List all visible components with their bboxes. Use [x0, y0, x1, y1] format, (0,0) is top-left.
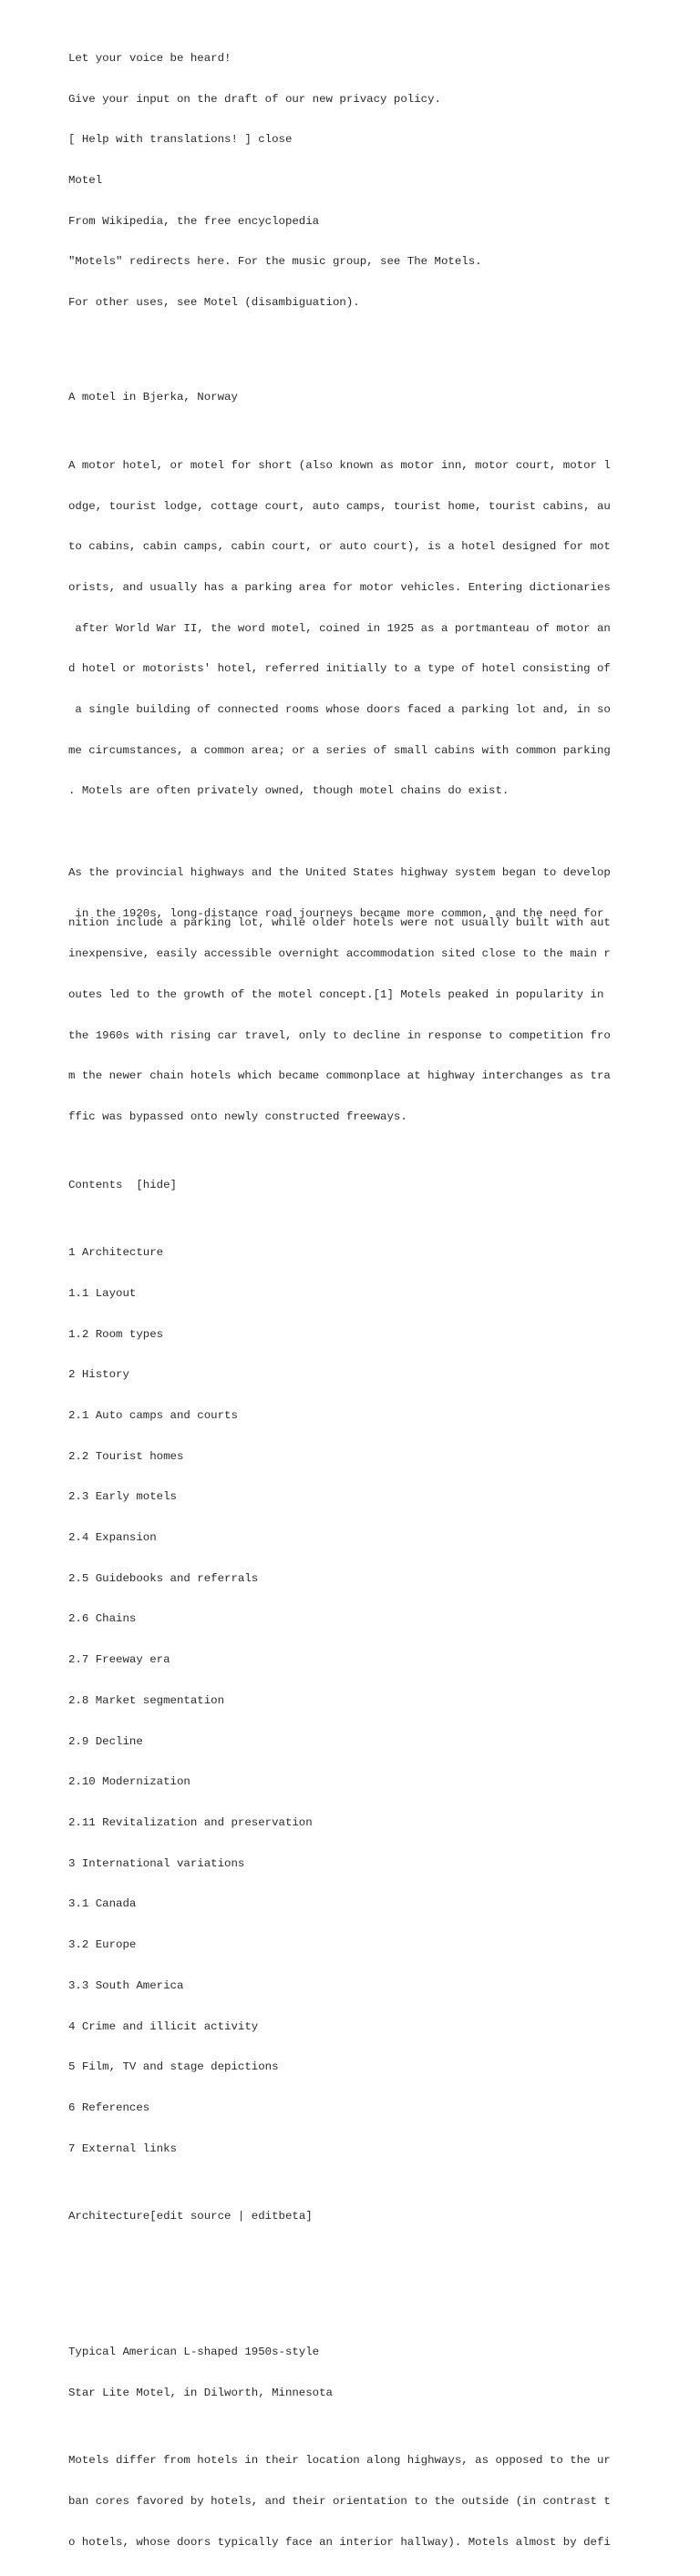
toc-item[interactable]: 2.1 Auto camps and courts	[68, 1408, 238, 1422]
page-title: Motel	[68, 173, 103, 187]
architecture-caption-line-2: Star Lite Motel, in Dilworth, Minnesota	[68, 2386, 333, 2399]
article-source: From Wikipedia, the free encyclopedia	[68, 214, 320, 228]
redirect-note[interactable]: "Motels" redirects here. For the music group, see The Motels.	[68, 255, 482, 269]
architecture-line: Motels differ from hotels in their location along highways, as opposed to the ur	[68, 2454, 611, 2468]
edit-source-links[interactable]: [edit source | editbeta]	[149, 2210, 313, 2223]
architecture-continued-line: nition include a parking lot, while older hotels were not usually built with aut	[68, 916, 611, 929]
intro-line: to cabins, cabin camps, cabin court, or auto court), is a hotel designed for mot	[68, 540, 611, 554]
toc-item[interactable]: 2.8 Market segmentation	[68, 1693, 225, 1707]
intro-line: A motor hotel, or motel for short (also known as motor inn, motor court, motor l	[68, 458, 611, 472]
intro-line: after World War II, the word motel, coined in 1925 as a portmanteau of motor an	[68, 621, 611, 635]
toc-item[interactable]: 6 References	[68, 2101, 150, 2114]
image-placeholder	[68, 337, 688, 364]
history-line: As the provincial highways and the United States highway system began to develop	[68, 865, 611, 879]
history-intro-paragraph	[68, 853, 688, 1150]
architecture-line: o hotels, whose doors typically face an interior hallway). Motels almost by defi	[68, 2535, 611, 2549]
intro-paragraph	[68, 445, 688, 824]
toc-item[interactable]: 2 History	[68, 1368, 129, 1382]
toc-item[interactable]: 2.4 Expansion	[68, 1531, 157, 1545]
toc-item[interactable]: 2.10 Modernization	[68, 1775, 190, 1789]
toc-item[interactable]: 3.2 Europe	[68, 1938, 137, 1952]
history-line: m the newer chain hotels which became commonplace at highway interchanges as tra	[68, 1069, 611, 1083]
toc-item[interactable]: 2.5 Guidebooks and referrals	[68, 1571, 259, 1585]
toc-item[interactable]: 2.2 Tourist homes	[68, 1449, 184, 1463]
history-line: outes led to the growth of the motel concept.[1] Motels peaked in popularity in	[68, 988, 611, 1002]
section-heading-architecture	[68, 2210, 688, 2223]
help-translations-link[interactable]: [ Help with translations! ]	[68, 133, 252, 147]
toc-item[interactable]: 4 Crime and illicit activity	[68, 2019, 259, 2033]
notice-message[interactable]: Give your input on the draft of our new privacy policy.	[68, 92, 441, 106]
toc-item[interactable]: 2.9 Decline	[68, 1734, 143, 1748]
history-line: in the 1920s, long-distance road journeys became more common, and the need for	[68, 906, 611, 920]
intro-line: d hotel or motorists' hotel, referred initially to a type of hotel consisting of	[68, 662, 611, 676]
architecture-image-placeholder	[68, 2264, 688, 2305]
architecture-line: ban cores favored by hotels, and their orientation to the outside (in contrast t	[68, 2495, 611, 2509]
notice-links	[68, 133, 688, 147]
intro-line: odge, tourist lodge, cottage court, auto camps, tourist home, tourist cabins, au	[68, 499, 611, 513]
notice-headline: Let your voice be heard!	[68, 51, 232, 65]
toc-label: Contents	[68, 1178, 123, 1191]
architecture-caption-line-1: Typical American L-shaped 1950s-style	[68, 2346, 320, 2359]
article-page	[68, 25, 688, 2576]
table-of-contents	[68, 1232, 688, 2182]
toc-item[interactable]: 1 Architecture	[68, 1246, 164, 1260]
intro-line: me circumstances, a common area; or a series of small cabins with common parking	[68, 743, 611, 757]
toc-item[interactable]: 2.11 Revitalization and preservation	[68, 1816, 313, 1829]
history-line: the 1960s with rising car travel, only to decline in response to competition fro	[68, 1028, 611, 1042]
close-link[interactable]: close	[258, 133, 293, 147]
toc-item[interactable]: 2.3 Early motels	[68, 1490, 177, 1504]
history-line: inexpensive, easily accessible overnight accommodation sited close to the main r	[68, 947, 611, 961]
intro-line: . Motels are often privately owned, though motel chains do exist.	[68, 784, 510, 798]
toc-item[interactable]: 2.6 Chains	[68, 1612, 137, 1626]
toc-hide-link[interactable]: [hide]	[136, 1178, 177, 1191]
toc-item[interactable]: 3.3 South America	[68, 1978, 184, 1992]
toc-item[interactable]: 3.1 Canada	[68, 1897, 137, 1911]
intro-line: orists, and usually has a parking area for motor vehicles. Entering dictionaries	[68, 580, 611, 594]
history-line: ffic was bypassed onto newly constructed freeways.	[68, 1110, 407, 1124]
toc-item[interactable]: 7 External links	[68, 2142, 177, 2155]
toc-item[interactable]: 1.1 Layout	[68, 1286, 137, 1300]
toc-header	[68, 1179, 688, 1192]
toc-item[interactable]: 3 International variations	[68, 1856, 245, 1870]
image-caption: A motel in Bjerka, Norway	[68, 391, 238, 404]
section-heading-text: Architecture	[68, 2210, 150, 2223]
intro-line: a single building of connected rooms whose doors faced a parking lot and, in so	[68, 703, 611, 717]
toc-item[interactable]: 1.2 Room types	[68, 1327, 164, 1341]
architecture-paragraph	[68, 2440, 688, 2575]
toc-item[interactable]: 5 Film, TV and stage depictions	[68, 2060, 279, 2074]
toc-item[interactable]: 2.7 Freeway era	[68, 1653, 170, 1667]
other-uses-note[interactable]: For other uses, see Motel (disambiguation).	[68, 296, 360, 310]
